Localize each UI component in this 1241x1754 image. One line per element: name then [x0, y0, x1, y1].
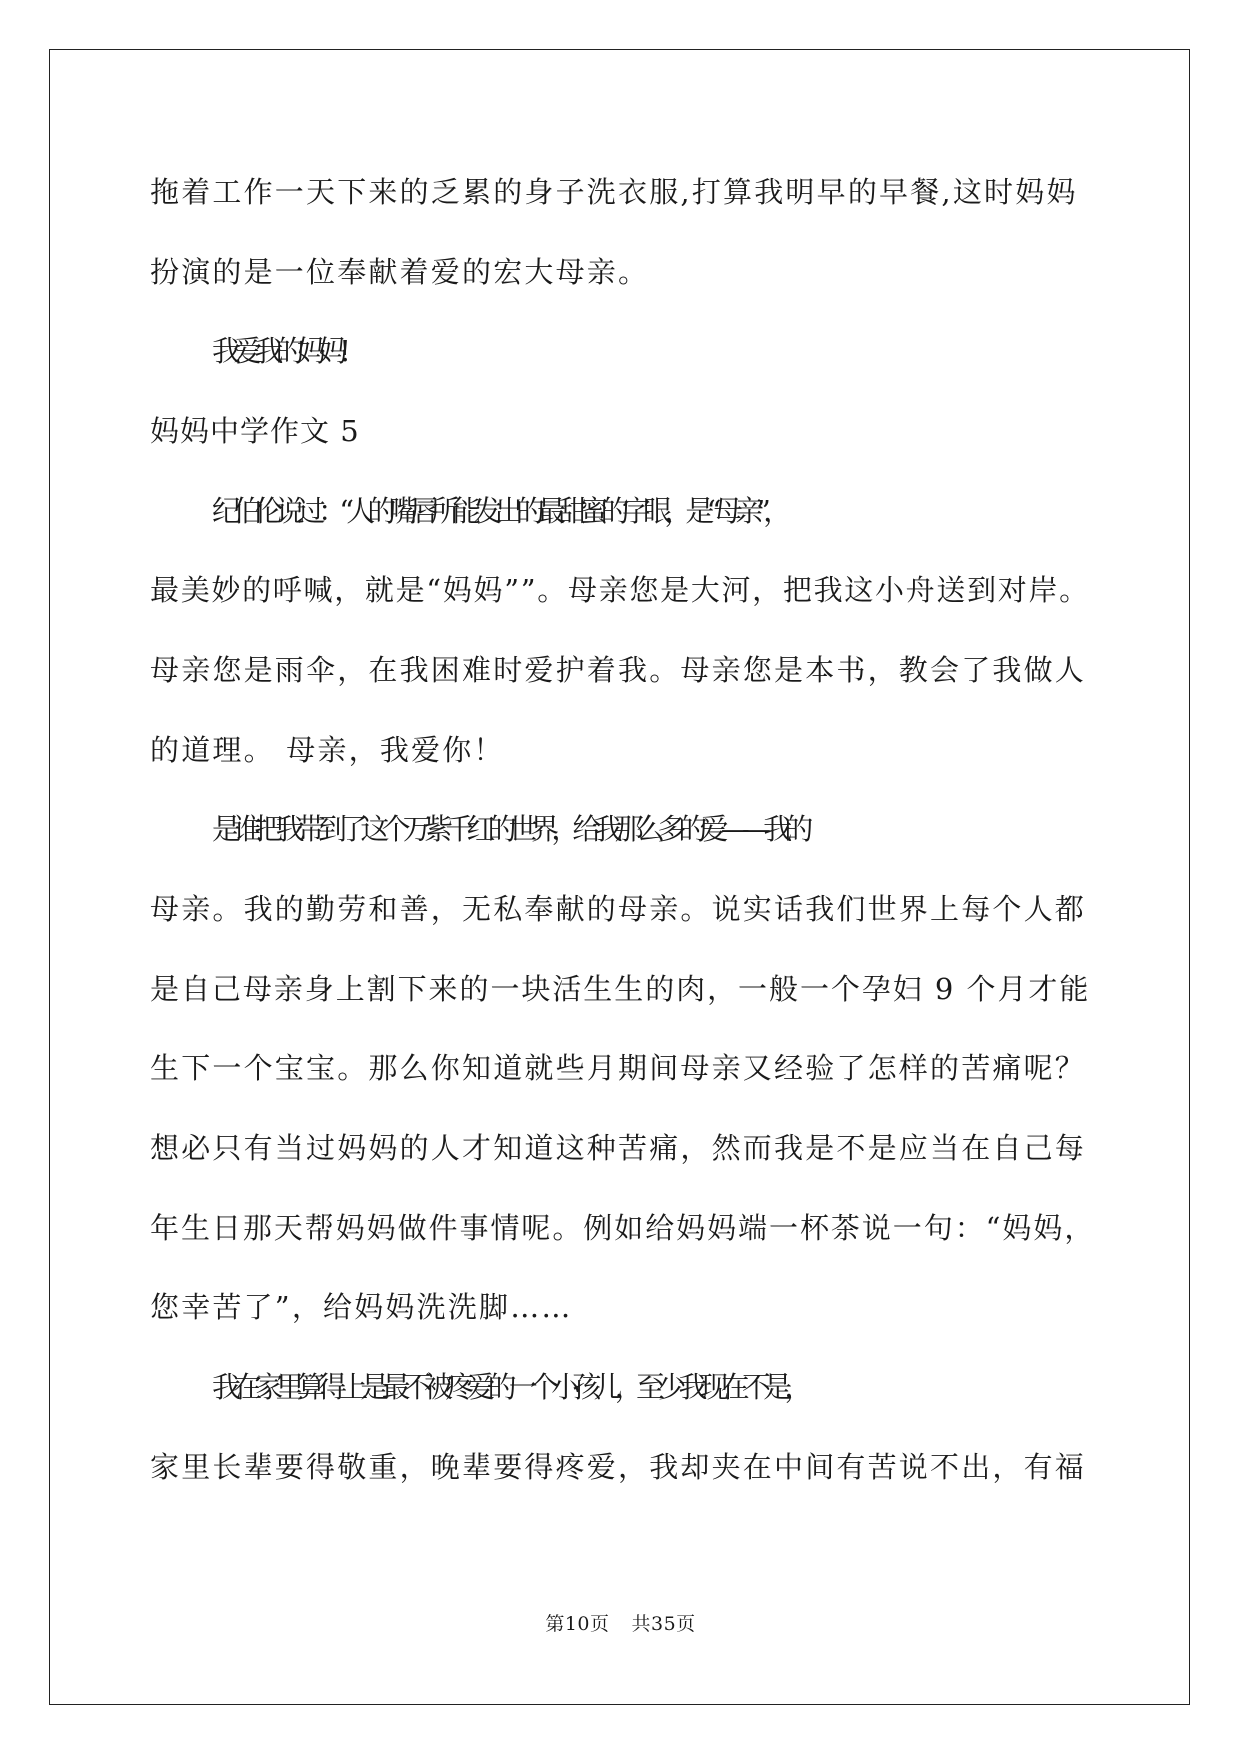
text-line: 想必只有当过妈妈的人才知道这种苦痛，然而我是不是应当在自己每: [150, 1131, 1087, 1165]
text-line: 我爱我的妈妈!: [212, 334, 344, 368]
text-line: 母亲您是雨伞，在我困难时爱护着我。母亲您是本书，教会了我做人: [150, 653, 1087, 687]
text-line: 您幸苦了”，给妈妈洗洗脚……: [150, 1290, 573, 1324]
current-page-label: 第10页: [545, 1613, 610, 1635]
text-line: 年生日那天帮妈妈做件事情呢。例如给妈妈端一杯茶说一句：“妈妈，: [150, 1211, 1096, 1245]
text-line: 的道理。 母亲，我爱你！: [150, 733, 505, 767]
page-footer: [0, 1612, 1241, 1636]
text-line: 扮演的是一位奉献着爱的宏大母亲。: [150, 255, 650, 289]
section-heading: 妈妈中学作文 5: [150, 414, 360, 448]
text-line: 生下一个宝宝。那么你知道就些月期间母亲又经验了怎样的苦痛呢？: [150, 1051, 1087, 1085]
text-line: 我在家里算得上是最不被疼爱的一个小孩儿，至少我现在不是，: [212, 1370, 806, 1404]
text-line: 纪伯伦说过：“人的嘴唇所能发出的最甜蜜的字眼，是“母亲”，: [212, 494, 785, 528]
text-line: 最美妙的呼喊，就是“妈妈””。母亲您是大河，把我这小舟送到对岸。: [150, 573, 1090, 607]
text-line: 拖着工作一天下来的乏累的身子洗衣服,打算我明早的早餐,这时妈妈: [150, 175, 1078, 209]
text-line: 母亲。我的勤劳和善，无私奉献的母亲。说实话我们世界上每个人都: [150, 892, 1087, 926]
text-line: 家里长辈要得敬重，晚辈要得疼爱，我却夹在中间有苦说不出，有福: [150, 1450, 1087, 1484]
total-pages-label: 共35页: [631, 1613, 696, 1635]
text-line: 是谁把我带到了这个万紫千红的世界，给我那么多的爱——我的: [212, 812, 806, 846]
text-line: 是自己母亲身上割下来的一块活生生的肉，一般一个孕妇 9 个月才能: [150, 972, 1091, 1006]
